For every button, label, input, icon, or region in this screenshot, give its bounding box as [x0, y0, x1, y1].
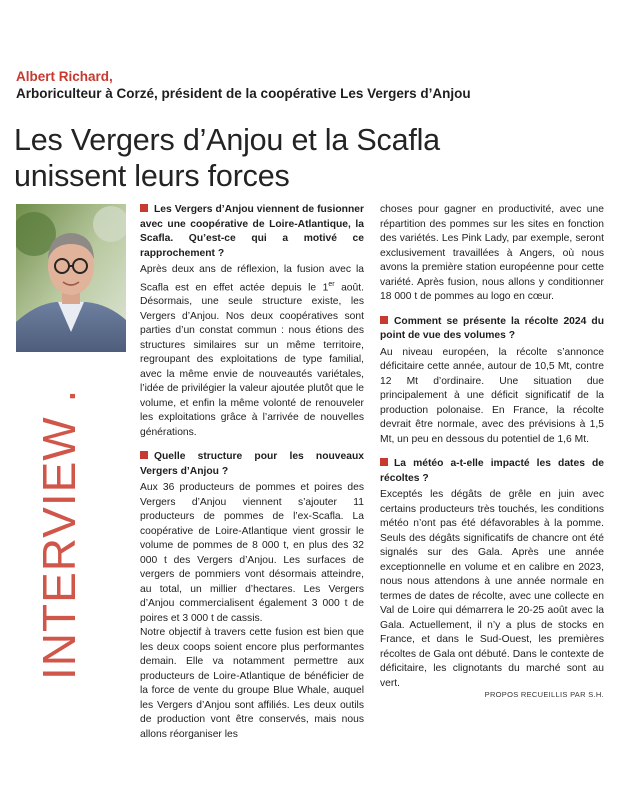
answer-4: Exceptés les dégâts de grêle en juin avec certains producteurs très touchés, les conditions météo n’ont pas été défavorables à la pomme. Seuls des dégâts significatifs de chancre ont été signalés sur des Gala. Après une année exceptionnelle en volume et en calibre en 2023, nous nous attendons à une année normale en termes de dates de récolte, avec une collecte en Val de Loire qui démarrera le 20-25 août avec la Gala. Actuellement, il n’y a plus de stocks en France, et dans le Sud-Ouest, les premières récoltes de Gala ont débuté. Dans le contexte de déficitaire, les clignotants du marché sont au vert.	[380, 489, 604, 689]
question-2: Quelle structure pour les nouveaux Vergers d’Anjou ?	[140, 451, 364, 477]
author-portrait	[16, 204, 126, 352]
answer-1: Après deux ans de réflexion, la fusion avec la Scafla est en effet actée depuis le 1er août. Désormais, une seule structure existe, les Vergers d’Anjou. Nos deux coopératives sont parties d’un constat commun : nous étions des structures similaires sur un même territoire, regroupant des exploitations de type familial, avec la même envie de nouveautés variétales, l’idée de privilégier la valeur ajoutée plutôt que le volume, et enfin la même volonté de renouveler les exploitations grâce à l’arrivée de nouvelles générations.	[140, 264, 364, 438]
answer-2-continued: Notre objectif à travers cette fusion est bien que les deux coops soient encore plus performantes demain. Elle va notamment permettre aux producteurs de Loire-Atlantique de bénéficier de la force de vente du groupe Blue Whale, auquel les Vergers d’Anjou sont affiliés. Les deux outils de production vont être conservés, mais nous allons réorganiser les	[140, 627, 364, 740]
red-square-bullet-icon	[140, 451, 148, 459]
byline	[16, 68, 616, 103]
red-square-bullet-icon	[140, 204, 148, 212]
question-3: Comment se présente la récolte 2024 du point de vue des volumes ?	[380, 315, 604, 341]
red-square-bullet-icon	[380, 458, 388, 466]
answer-2: Aux 36 producteurs de pommes et poires des Vergers d’Anjou viennent s’ajouter 11 producteurs de pommes de l’ex-Scafla. La coopérative de Loire-Atlantique vient grossir le volume de pommes de 8 000 t, en plus des 32 000 t des Vergers d’Anjou. Les surfaces de vergers de pommiers vont désormais atteindre, au total, un millier d’hectares. Les Vergers d’Anjou commercialisent également 3 000 t de poires et 3 000 t de cassis.	[140, 482, 364, 624]
headline-line-2: unissent leurs forces	[14, 159, 290, 193]
text-column-1	[140, 203, 364, 742]
article-headline	[14, 122, 614, 194]
author-name: Albert Richard,	[16, 69, 113, 84]
text-column-2	[380, 203, 604, 691]
answer-3: Au niveau européen, la récolte s’annonce déficitaire cette année, autour de 10,5 Mt, contre 12 Mt d’ordinaire. Une situation due principalement à une déficit significatif de la production polonaise. En France, la récolte devrait être normale, avec des prévisions à 1,5 Mt, un peu en dessous du potentiel de 1,6 Mt.	[380, 346, 604, 445]
interview-credit: PROPOS RECUEILLIS PAR S.H.	[484, 690, 604, 699]
answer-2-end: choses pour gagner en productivité, avec une répartition des pommes sur les sites en fonction des variétés. Les Pink Lady, par exemple, seront exclusivement travaillées à Angers, où nous avons la première station européenne pour cette variété. Après fusion, nous allons y conditionner 18 000 t de pommes au logo en cœur.	[380, 204, 604, 302]
red-square-bullet-icon	[380, 316, 388, 324]
author-role: Arboriculteur à Corzé, président de la coopérative Les Vergers d’Anjou	[16, 86, 471, 101]
headline-line-1: Les Vergers d’Anjou et la Scafla	[14, 123, 440, 157]
question-4: La météo a-t-elle impacté les dates de récoltes ?	[380, 458, 604, 484]
interview-vertical-label: INTERVIEW .	[33, 388, 85, 680]
question-1: Les Vergers d’Anjou viennent de fusionner avec une coopérative de Loire-Atlantique, la Scafla. Qu’est-ce qui a motivé ce rapprochement ?	[140, 204, 364, 259]
